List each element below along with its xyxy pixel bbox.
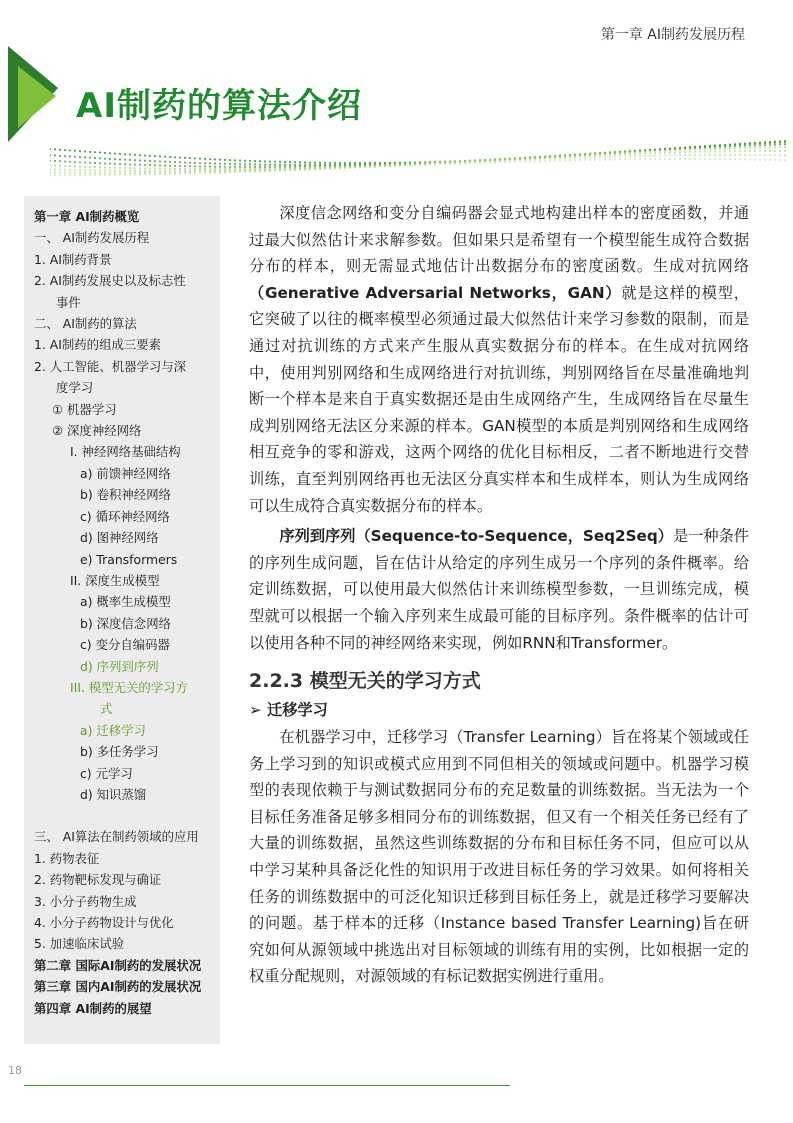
- subsection-label: 迁移学习: [267, 701, 328, 720]
- toc-item: ① 机器学习: [52, 401, 117, 417]
- toc-item: 二、 AI制药的算法: [34, 316, 137, 332]
- toc-item: a) 概率生成模型: [80, 594, 171, 610]
- toc-item: 1. 药物表征: [34, 850, 100, 866]
- paragraph-gan: [249, 200, 749, 519]
- toc-item: d) 序列到序列: [80, 658, 159, 674]
- section-heading: 2.2.3 模型无关的学习方式: [249, 670, 481, 693]
- paragraph-seq2seq: [249, 523, 749, 656]
- dotted-wave-decoration: [50, 128, 790, 188]
- toc-item: III. 模型无关的学习方: [70, 679, 188, 695]
- toc-item: I. 神经网络基础结构: [70, 444, 181, 460]
- term-seq2seq: 序列到序列（Sequence-to-Sequence，Seq2Seq）: [279, 527, 673, 546]
- toc-item: c) 元学习: [80, 765, 133, 781]
- toc-item: b) 深度信念网络: [80, 615, 171, 631]
- toc-item: 第二章 国际AI制药的发展状况: [34, 957, 202, 973]
- page-title: AI制药的算法介绍: [76, 86, 362, 126]
- paragraph-text: 就是这样的模型，它突破了以往的概率模型必须通过最大似然估计来学习参数的限制，而是通过对抗训练的方式来产生服从真实数据分布的样本。在生成对抗网络中，使用判别网络和生成网络进行对抗训练，判别网络旨在尽量准确地判断一个样本是来自于真实数据还是由生成网络产生，生成网络旨在尽量生成判别网络无法区分来源的样本。GAN模型的本质是判别网络和生成网络相互竞争的零和游戏，这两个网络的优化目标相反，二者不断地进行交替训练，直至判别网络再也无法区分真实样本和生成样本，则认为生成网络可以生成符合真实数据分布的样本。: [249, 283, 749, 515]
- toc-item: a) 前馈神经网络: [80, 465, 171, 481]
- toc-item: 度学习: [56, 380, 94, 396]
- toc-item: c) 变分自编码器: [80, 637, 170, 653]
- toc-item: 事件: [56, 294, 81, 310]
- toc-item: 第四章 AI制药的展望: [34, 1000, 152, 1016]
- toc-item: 1. AI制药的组成三要素: [34, 337, 162, 353]
- toc-item: II. 深度生成模型: [70, 572, 160, 588]
- toc-item: 5. 加速临床试验: [34, 936, 125, 952]
- paragraph-text: 是一种条件的序列生成问题，旨在估计从给定的序列生成另一个序列的条件概率。给定训练数据，可以使用最大似然估计来训练模型参数，一旦训练完成，模型就可以根据一个输入序列来生成最可能的目标序列。条件概率的估计可以使用各种不同的神经网络来实现，例如RNN和Transformer。: [249, 527, 749, 652]
- toc-item: 2. 药物靶标发现与确证: [34, 872, 162, 888]
- paragraph-transfer-learning: 在机器学习中，迁移学习（Transfer Learning）旨在将某个领域或任务上学习到的知识或模式应用到不同但相关的领域或问题中。机器学习模型的表现依赖于与测试数据同分布的充足数量的训练数据。当无法为一个目标任务准备足够多相同分布的训练数据，但又有一个相关任务已经有了大量的训练数据，虽然这些训练数据的分布和目标任务不同，但应可以从中学习某种具备泛化性的知识用于改进目标任务的学习效果。如何将相关任务的训练数据中的可泛化知识迁移到目标任务上，就是迁移学习要解决的问题。基于样本的迁移（Instance based Transfer Learning)旨在研究如何从源领域中挑选出对目标领域的训练有用的实例，比如根据一定的权重分配规则，对源领域的有标记数据实例进行重用。: [249, 728, 749, 986]
- toc-item: 3. 小分子药物生成: [34, 893, 137, 909]
- page-number: 18: [8, 1064, 22, 1077]
- toc-item: b) 多任务学习: [80, 744, 159, 760]
- table-of-contents: [24, 196, 220, 1044]
- toc-item: e) Transformers: [80, 551, 178, 567]
- toc-item: 2. AI制药发展史以及标志性: [34, 273, 186, 289]
- toc-item: c) 循环神经网络: [80, 508, 170, 524]
- toc-item: a) 迁移学习: [80, 722, 146, 738]
- toc-item: ② 深度神经网络: [52, 423, 142, 439]
- toc-item: b) 卷积神经网络: [80, 487, 171, 503]
- toc-item: 一、 AI制药发展历程: [34, 230, 150, 246]
- running-header: 第一章 AI制药发展历程: [600, 27, 745, 43]
- toc-item: 第一章 AI制药概览: [34, 209, 140, 224]
- main-content: [249, 200, 749, 994]
- toc-item: 第三章 国内AI制药的发展状况: [34, 979, 202, 995]
- paragraph-text: 深度信念网络和变分自编码器会显式地构建出样本的密度函数，并通过最大似然估计来求解参数。但如果只是希望有一个模型能生成符合数据分布的样本，则无需显式地估计出数据分布的密度函数。生成对抗网络: [249, 204, 749, 276]
- subsection-heading: [249, 699, 749, 720]
- toc-item: 三、 AI算法在制药领域的应用: [34, 829, 199, 845]
- footer-divider: [24, 1085, 510, 1086]
- toc-item: 1. AI制药背景: [34, 251, 112, 267]
- toc-item: d) 图神经网络: [80, 530, 159, 546]
- toc-item: 式: [100, 701, 113, 717]
- toc-item: 2. 人工智能、机器学习与深: [34, 358, 187, 374]
- toc-item: d) 知识蒸馏: [80, 786, 147, 802]
- arrow-bullet-icon: ➢: [249, 701, 268, 720]
- term-gan: （Generative Adversarial Networks，GAN）: [249, 283, 622, 302]
- toc-item: 4. 小分子药物设计与优化: [34, 915, 174, 930]
